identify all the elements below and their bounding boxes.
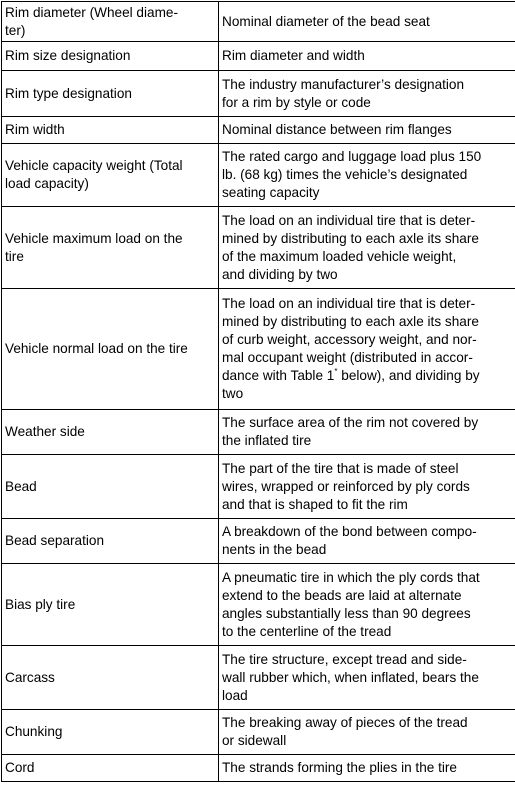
table-row <box>2 519 515 564</box>
definition-line: The breaking away of pieces of the tread <box>222 715 468 730</box>
table-row <box>2 42 515 71</box>
term-cell <box>2 455 219 519</box>
definition-line: below), and dividing by <box>337 368 480 383</box>
definition-line: load <box>222 687 248 703</box>
definition-line: of curb weight, accessory weight, and nor- <box>222 332 477 347</box>
definition-line: extend to the beads are laid at alternate <box>222 587 462 603</box>
definition-line: the inflated tire <box>222 433 312 448</box>
definition-line: angles substantially less than 90 degrees <box>222 605 471 621</box>
definition-cell <box>219 117 515 144</box>
definition-line: two <box>222 386 244 401</box>
term-cell <box>2 755 219 782</box>
definition-line: wires, wrapped or reinforced by ply cords <box>222 478 470 494</box>
definition-line: and dividing by two <box>222 266 338 282</box>
definition-cell <box>219 755 515 782</box>
definition-line: mined by distributing to each axle its share <box>222 230 479 246</box>
table-row <box>2 117 515 144</box>
definition-line: and that is shaped to fit the rim <box>222 496 408 512</box>
term-line: ter) <box>5 22 26 38</box>
table-row <box>2 144 515 207</box>
term-cell <box>2 646 219 710</box>
definition-cell <box>219 289 515 410</box>
definition-line: The tire structure, except tread and side- <box>222 651 467 667</box>
definition-cell <box>219 455 515 519</box>
term-cell <box>2 144 219 207</box>
definition-line: dance with Table 1 <box>222 368 335 383</box>
term-cell <box>2 710 219 755</box>
definition-line: The surface area of the rim not covered by <box>222 415 479 430</box>
term-cell <box>2 207 219 289</box>
definition-line: to the centerline of the tread <box>222 623 392 639</box>
definition-line: mal occupant weight (distributed in accor- <box>222 350 473 365</box>
definition-cell <box>219 519 515 564</box>
term-line: Carcass <box>5 669 55 685</box>
definition-line: Nominal diameter of the bead seat <box>222 13 430 29</box>
table-row <box>2 755 515 782</box>
definition-cell <box>219 2 515 42</box>
term-cell <box>2 519 219 564</box>
table-row <box>2 207 515 289</box>
term-cell <box>2 117 219 144</box>
definition-line: seating capacity <box>222 185 320 200</box>
definition-line: mined by distributing to each axle its share <box>222 314 479 329</box>
definition-line: wall rubber which, when inflated, bears the <box>222 669 479 685</box>
definition-cell <box>219 710 515 755</box>
definition-cell <box>219 564 515 646</box>
definition-line: A breakdown of the bond between compo- <box>222 524 477 539</box>
definition-cell <box>219 646 515 710</box>
term-line: load capacity) <box>5 176 89 191</box>
table-row <box>2 410 515 455</box>
definition-line: for a rim by style or code <box>222 94 371 110</box>
definition-line: The load on an individual tire that is deter- <box>222 296 476 311</box>
definition-line: lb. (68 kg) times the vehicle’s designated <box>222 167 468 182</box>
definition-line: Nominal distance between rim flanges <box>222 122 452 137</box>
table-row <box>2 289 515 410</box>
term-line: Weather side <box>5 424 85 439</box>
definition-line: A pneumatic tire in which the ply cords that <box>222 569 480 585</box>
term-line: Vehicle maximum load on the <box>5 230 183 246</box>
definition-line: nents in the bead <box>222 542 327 557</box>
term-cell <box>2 2 219 42</box>
definition-line: or sidewall <box>222 733 287 748</box>
term-line: Rim width <box>5 122 65 137</box>
definition-line: Rim diameter and width <box>222 48 365 63</box>
tire-glossary-table <box>1 1 515 782</box>
definition-line: of the maximum loaded vehicle weight, <box>222 248 457 264</box>
table-row <box>2 564 515 646</box>
table-row <box>2 455 515 519</box>
definition-cell <box>219 71 515 117</box>
footnote-marker: * <box>334 367 338 376</box>
table-row <box>2 71 515 117</box>
term-line: Chunking <box>5 724 63 739</box>
term-line: Bias ply tire <box>5 596 76 612</box>
definition-cell <box>219 410 515 455</box>
term-cell <box>2 71 219 117</box>
definition-line: The part of the tire that is made of steel <box>222 460 459 476</box>
term-line: Rim diameter (Wheel diame- <box>5 4 178 20</box>
term-line: tire <box>5 248 24 264</box>
term-cell <box>2 42 219 71</box>
term-line: Vehicle normal load on the tire <box>5 341 188 356</box>
table-row <box>2 646 515 710</box>
definition-cell <box>219 144 515 207</box>
definition-line: The industry manufacturer’s designation <box>222 76 465 92</box>
term-cell <box>2 410 219 455</box>
term-line: Vehicle capacity weight (Total <box>5 158 183 173</box>
definition-cell <box>219 42 515 71</box>
term-line: Rim type designation <box>5 85 132 101</box>
term-line: Rim size designation <box>5 48 131 63</box>
term-cell <box>2 564 219 646</box>
table-row <box>2 2 515 42</box>
term-line: Cord <box>5 760 35 775</box>
table-row <box>2 710 515 755</box>
term-line: Bead separation <box>5 533 105 548</box>
definition-line: The rated cargo and luggage load plus 150 <box>222 149 482 164</box>
definition-line: The load on an individual tire that is deter- <box>222 212 476 228</box>
definition-cell <box>219 207 515 289</box>
definition-line: The strands forming the plies in the tire <box>222 760 457 775</box>
term-cell <box>2 289 219 410</box>
term-line: Bead <box>5 478 37 494</box>
